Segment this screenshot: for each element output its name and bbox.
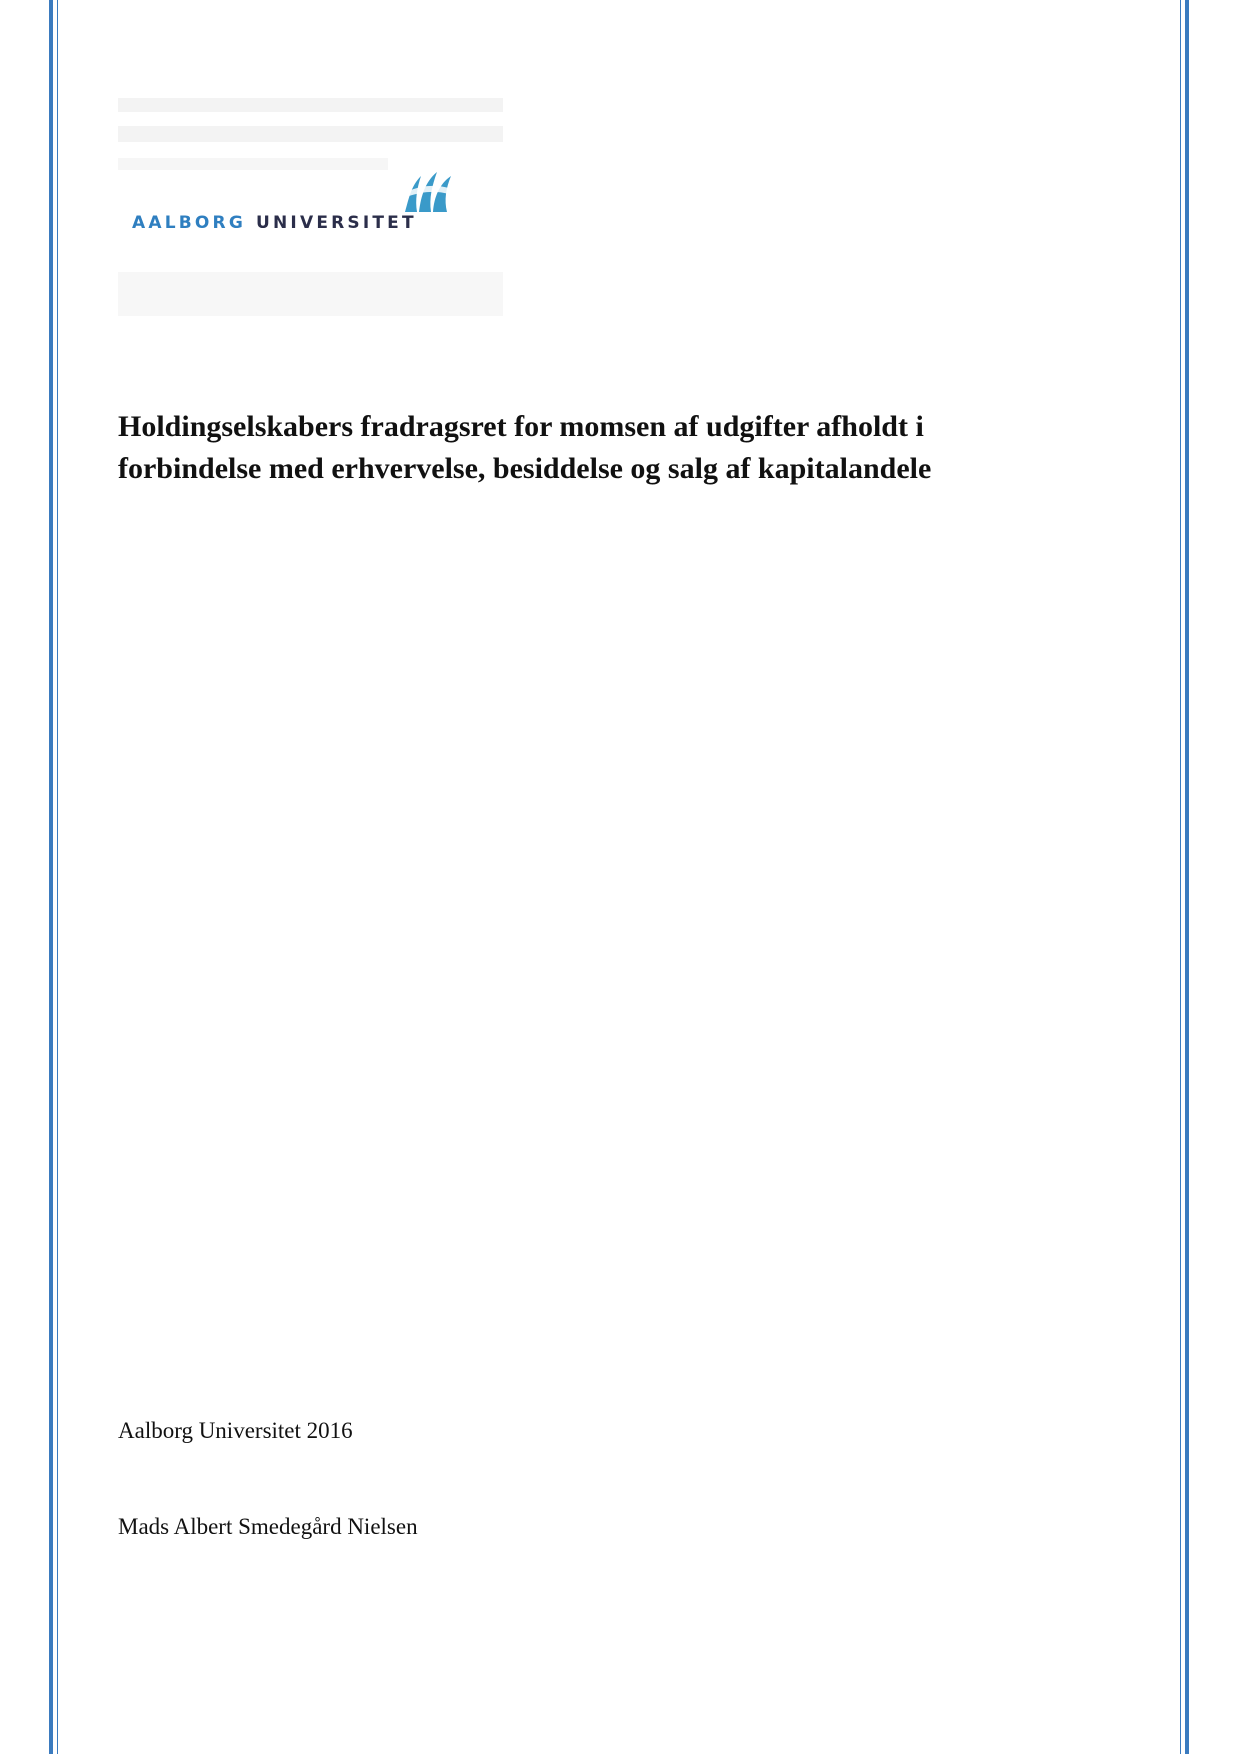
title-line-1: Holdingselskabers fradragsret for momsen af udgifter afholdt i	[118, 410, 924, 443]
title-line-2: forbindelse med erhvervelse, besiddelse og salg af kapitalandele	[118, 452, 932, 485]
page-border-left-inner	[57, 0, 58, 1754]
document-title	[118, 406, 1148, 490]
logo-ghost-band	[118, 272, 503, 316]
university-logo	[118, 96, 508, 326]
logo-word-aalborg: AALBORG	[132, 213, 246, 233]
logo-wordmark	[132, 213, 417, 233]
page-border-right-outer	[1185, 0, 1189, 1754]
institution-year: Aalborg Universitet 2016	[118, 1418, 353, 1443]
page-border-left-outer	[49, 0, 53, 1754]
author-name: Mads Albert Smedegård Nielsen	[118, 1514, 418, 1539]
page-border-right-inner	[1180, 0, 1181, 1754]
logo-ghost-band	[118, 98, 503, 112]
logo-ghost-band	[118, 126, 503, 142]
logo-ghost-band	[118, 158, 388, 170]
logo-word-universitet: UNIVERSITET	[256, 213, 417, 233]
aau-wave-logo-icon	[401, 168, 453, 214]
